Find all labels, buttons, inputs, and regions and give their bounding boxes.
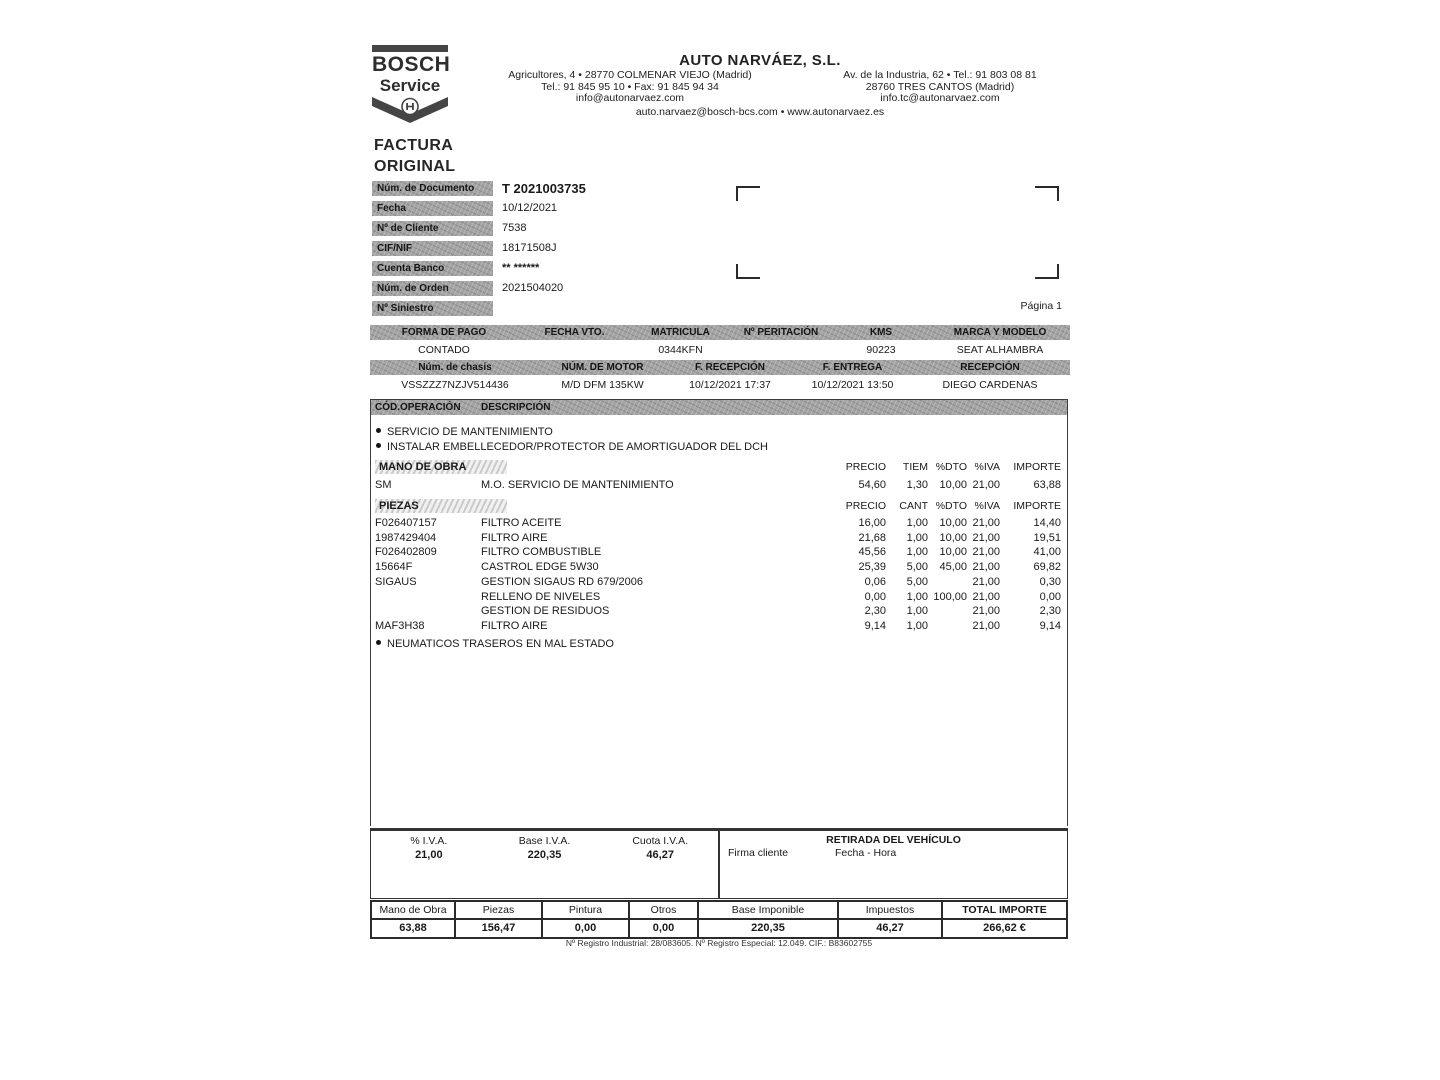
part-cant: 1,00	[906, 591, 928, 603]
table-value-cell	[730, 340, 832, 360]
part-iva: 21,00	[972, 532, 1000, 544]
doc-type-line1: FACTURA	[374, 137, 454, 154]
doc-field-value: 2021504020	[502, 282, 564, 294]
totals-value-cell: 46,27	[839, 920, 943, 937]
part-desc: CASTROL EDGE 5W30	[481, 561, 599, 573]
column-header: TIEM	[902, 461, 928, 473]
part-precio: 21,68	[858, 532, 886, 544]
labor-header-row	[371, 460, 1061, 474]
doc-field-row	[372, 281, 792, 297]
part-cant: 1,00	[906, 546, 928, 558]
table-value-cell	[518, 340, 631, 360]
table-header-cell: F. ENTREGA	[822, 362, 883, 373]
column-header: PRECIO	[845, 461, 886, 473]
part-dto	[928, 604, 967, 618]
payment-table-row	[370, 340, 1070, 360]
part-cant: 5,00	[906, 576, 928, 588]
part-precio: 9,14	[864, 620, 886, 632]
total-importe-header: TOTAL IMPORTE	[962, 904, 1047, 916]
table-value-cell: M/D DFM 135KW	[561, 379, 644, 391]
bullet-icon	[376, 443, 381, 448]
part-importe: 0,30	[1039, 576, 1061, 588]
part-code: F026402809	[375, 546, 437, 558]
crop-mark	[736, 186, 760, 201]
doc-field-row	[372, 201, 792, 217]
table-value-cell: 10/12/2021 17:37	[689, 379, 771, 391]
part-code: SIGAUS	[375, 576, 417, 588]
bullet-icon	[376, 640, 381, 645]
document-type-title	[374, 135, 455, 177]
part-cant: 5,00	[906, 561, 928, 573]
part-importe: 19,51	[1033, 532, 1061, 544]
iva-summary-box	[370, 828, 1068, 899]
part-desc: RELLENO DE NIVELES	[481, 591, 601, 603]
iva-value: 21,00	[415, 849, 443, 861]
crop-mark	[1035, 186, 1059, 201]
column-header: %DTO	[935, 461, 967, 473]
part-dto: 10,00	[939, 532, 967, 544]
labor-importe: 63,88	[1033, 479, 1061, 491]
bosch-service-logo	[372, 45, 451, 123]
doc-field-label: Nº de Cliente	[372, 221, 493, 236]
table-header-cell: FORMA DE PAGO	[401, 327, 487, 338]
totals-value-row	[372, 918, 1066, 937]
operations-code-header: CÓD.OPERACIÓN	[375, 402, 461, 413]
address-line: Av. de la Industria, 62 • Tel.: 91 803 08 81	[843, 69, 1037, 81]
pickup-title: RETIRADA DEL VEHÍCULO	[826, 834, 961, 846]
labor-precio: 54,60	[858, 479, 886, 491]
part-dto	[928, 619, 967, 633]
iva-columns	[371, 831, 720, 898]
doc-field-label: Fecha	[372, 201, 493, 216]
part-desc: GESTION DE RESIDUOS	[481, 605, 610, 617]
labor-tiem: 1,30	[906, 479, 928, 491]
part-desc: FILTRO AIRE	[481, 620, 548, 632]
doc-field-row	[372, 221, 792, 237]
page-number: Página 1	[1020, 300, 1062, 312]
part-row	[371, 531, 1061, 545]
vehicle-table-header	[370, 360, 1070, 375]
signature-label: Firma cliente	[728, 847, 789, 859]
table-value-cell: 0344KFN	[658, 344, 703, 356]
totals-value-cell: 63,88	[372, 920, 456, 937]
address-line: info@autonarvaez.com	[575, 92, 685, 104]
bosch-armature-icon	[372, 97, 448, 123]
part-iva: 21,00	[972, 517, 1000, 529]
part-code: MAF3H38	[375, 620, 425, 632]
iva-column	[602, 831, 718, 898]
part-importe: 0,00	[1039, 591, 1061, 603]
part-cant: 1,00	[906, 620, 928, 632]
iva-column	[487, 831, 603, 898]
part-importe: 14,40	[1033, 517, 1061, 529]
table-header-cell: MATRICULA	[651, 327, 710, 338]
part-precio: 25,39	[858, 561, 886, 573]
doc-field-value: 18171508J	[502, 242, 557, 254]
part-precio: 0,00	[864, 591, 886, 603]
operation-text: INSTALAR EMBELLECEDOR/PROTECTOR DE AMORTIGUADOR DEL DCH	[387, 441, 768, 453]
doc-type-line2: ORIGINAL	[374, 158, 456, 175]
table-header-cell: Nº PERITACIÓN	[743, 327, 819, 338]
operations-desc-header: DESCRIPCIÓN	[481, 402, 551, 413]
part-code	[371, 590, 481, 604]
doc-field-label: Núm. de Documento	[372, 181, 493, 196]
operation-bullet	[376, 441, 768, 454]
logo-top-bar	[372, 45, 448, 52]
operation-note	[376, 638, 614, 651]
column-header: PRECIO	[845, 500, 886, 512]
doc-field-value: 10/12/2021	[502, 202, 558, 214]
table-header-cell: Núm. de chasis	[418, 362, 492, 373]
table-value-cell: 90223	[866, 344, 896, 356]
part-row	[371, 545, 1061, 559]
note-text: NEUMATICOS TRASEROS EN MAL ESTADO	[387, 638, 614, 650]
invoice-document	[370, 40, 1070, 970]
doc-field-row	[372, 241, 792, 257]
company-web-line: auto.narvaez@bosch-bcs.com • www.autonarvaez.es	[635, 105, 885, 118]
column-header: CANT	[899, 500, 928, 512]
column-header: IMPORTE	[1013, 461, 1061, 473]
part-iva: 21,00	[972, 561, 1000, 573]
part-row	[371, 590, 1061, 604]
doc-field-row	[372, 181, 792, 197]
iva-header: Cuota I.V.A.	[632, 835, 688, 847]
iva-value: 220,35	[527, 849, 562, 861]
labor-iva: 21,00	[972, 479, 1000, 491]
operation-text: SERVICIO DE MANTENIMIENTO	[387, 426, 553, 438]
crop-mark	[1035, 264, 1059, 279]
part-precio: 2,30	[864, 605, 886, 617]
totals-header-cell: Piezas	[456, 902, 543, 918]
vehicle-pickup-area	[720, 831, 1067, 898]
part-desc: GESTION SIGAUS RD 679/2006	[481, 576, 644, 588]
part-precio: 45,56	[858, 546, 886, 558]
part-code: 15664F	[375, 561, 413, 573]
table-header-cell: F. RECEPCIÓN	[694, 362, 765, 373]
totals-value-cell: 0,00	[630, 920, 699, 937]
table-value-cell: DIEGO CARDENAS	[942, 379, 1038, 391]
doc-field-label: Nº Siniestro	[372, 301, 493, 316]
column-header: %IVA	[974, 461, 1000, 473]
doc-field-label: Cuenta Banco	[372, 261, 493, 276]
address-line: Agricultores, 4 • 28770 COLMENAR VIEJO (Madrid)	[508, 69, 752, 81]
labor-section-title: MANO DE OBRA	[375, 460, 507, 474]
operations-header-bar	[371, 400, 1067, 415]
part-importe: 9,14	[1039, 620, 1061, 632]
part-importe: 69,82	[1033, 561, 1061, 573]
iva-value: 46,27	[646, 849, 674, 861]
part-code: 1987429404	[375, 532, 437, 544]
parts-header-row	[371, 499, 1061, 513]
part-precio: 0,06	[864, 576, 886, 588]
table-value-cell: VSSZZZ7NZJV514436	[401, 379, 509, 391]
company-name: AUTO NARVÁEZ, S.L.	[679, 52, 841, 69]
labor-row	[371, 478, 1061, 492]
totals-header-cell: Otros	[630, 902, 699, 918]
company-address-right	[810, 70, 1070, 105]
doc-field-label: CIF/NIF	[372, 241, 493, 256]
part-row	[371, 575, 1061, 589]
part-dto: 45,00	[939, 561, 967, 573]
address-line: info.tc@autonarvaez.com	[880, 92, 1000, 104]
part-desc: FILTRO AIRE	[481, 532, 548, 544]
table-value-cell: 10/12/2021 13:50	[811, 379, 894, 391]
part-cant: 1,00	[906, 517, 928, 529]
part-cant: 1,00	[906, 532, 928, 544]
iva-header: Base I.V.A.	[518, 835, 571, 847]
payment-table-header	[370, 325, 1070, 340]
part-iva: 21,00	[972, 605, 1000, 617]
part-importe: 2,30	[1039, 605, 1061, 617]
part-dto	[928, 575, 967, 589]
iva-column	[371, 831, 487, 898]
part-dto: 10,00	[939, 546, 967, 558]
crop-mark	[736, 264, 760, 279]
table-header-cell: MARCA Y MODELO	[953, 327, 1047, 338]
totals-value-cell: 0,00	[543, 920, 630, 937]
totals-header-cell: Impuestos	[839, 902, 943, 918]
table-value-cell: CONTADO	[418, 344, 470, 356]
totals-table	[370, 900, 1068, 939]
totals-header-cell: Pintura	[543, 902, 630, 918]
part-row	[371, 619, 1061, 633]
part-desc: FILTRO COMBUSTIBLE	[481, 546, 602, 558]
totals-header-cell: Base Imponible	[699, 902, 839, 918]
doc-field-value: 7538	[502, 222, 527, 234]
column-header: %DTO	[935, 500, 967, 512]
operation-bullet	[376, 426, 553, 439]
table-header-cell: NÚM. DE MOTOR	[561, 362, 644, 373]
part-code	[371, 604, 481, 618]
totals-header-cell: Mano de Obra	[372, 902, 456, 918]
doc-field-row	[372, 261, 792, 277]
part-iva: 21,00	[972, 620, 1000, 632]
doc-field-row	[372, 301, 792, 317]
bullet-icon	[376, 428, 381, 433]
logo-brand-text: BOSCH	[372, 53, 451, 76]
part-importe: 41,00	[1033, 546, 1061, 558]
part-row	[371, 560, 1061, 574]
table-value-cell: SEAT ALHAMBRA	[956, 344, 1044, 356]
part-code: F026407157	[375, 517, 437, 529]
labor-dto: 10,00	[939, 479, 967, 491]
part-iva: 21,00	[972, 546, 1000, 558]
vehicle-table-row	[370, 375, 1070, 397]
company-header	[450, 52, 1070, 118]
part-dto: 100,00	[933, 591, 967, 603]
company-address-left	[450, 70, 810, 105]
table-header-cell: RECEPCIÓN	[960, 362, 1020, 373]
part-row	[371, 604, 1061, 618]
labor-code: SM	[375, 479, 392, 491]
part-desc: FILTRO ACEITE	[481, 517, 562, 529]
part-row	[371, 516, 1061, 530]
totals-header-row	[372, 902, 1066, 918]
part-cant: 1,00	[906, 605, 928, 617]
column-header: IMPORTE	[1013, 500, 1061, 512]
iva-header: % I.V.A.	[410, 835, 448, 847]
part-dto: 10,00	[939, 517, 967, 529]
part-iva: 21,00	[972, 591, 1000, 603]
doc-field-label: Núm. de Orden	[372, 281, 493, 296]
address-line: Tel.: 91 845 95 10 • Fax: 91 845 94 34	[541, 80, 719, 93]
part-iva: 21,00	[972, 576, 1000, 588]
doc-field-value: T 2021003735	[502, 181, 586, 196]
parts-section-title: PIEZAS	[375, 499, 507, 513]
totals-value-cell: 156,47	[456, 920, 543, 937]
doc-field-value: ** ******	[502, 262, 540, 274]
totals-value-cell: 220,35	[699, 920, 839, 937]
date-time-label: Fecha - Hora	[835, 847, 897, 859]
operations-box	[370, 399, 1068, 826]
labor-desc: M.O. SERVICIO DE MANTENIMIENTO	[481, 479, 674, 491]
total-importe-value: 266,62 €	[983, 922, 1026, 934]
table-header-cell: KMS	[869, 327, 893, 338]
registry-footer: Nº Registro Industrial: 28/083605. Nº Registro Especial: 12.049. CIF.: B83602755	[565, 938, 873, 948]
logo-sub-text: Service	[379, 76, 441, 95]
table-header-cell: FECHA VTO.	[544, 327, 605, 338]
part-precio: 16,00	[858, 517, 886, 529]
column-header: %IVA	[974, 500, 1000, 512]
address-line: 28760 TRES CANTOS (Madrid)	[865, 80, 1015, 93]
